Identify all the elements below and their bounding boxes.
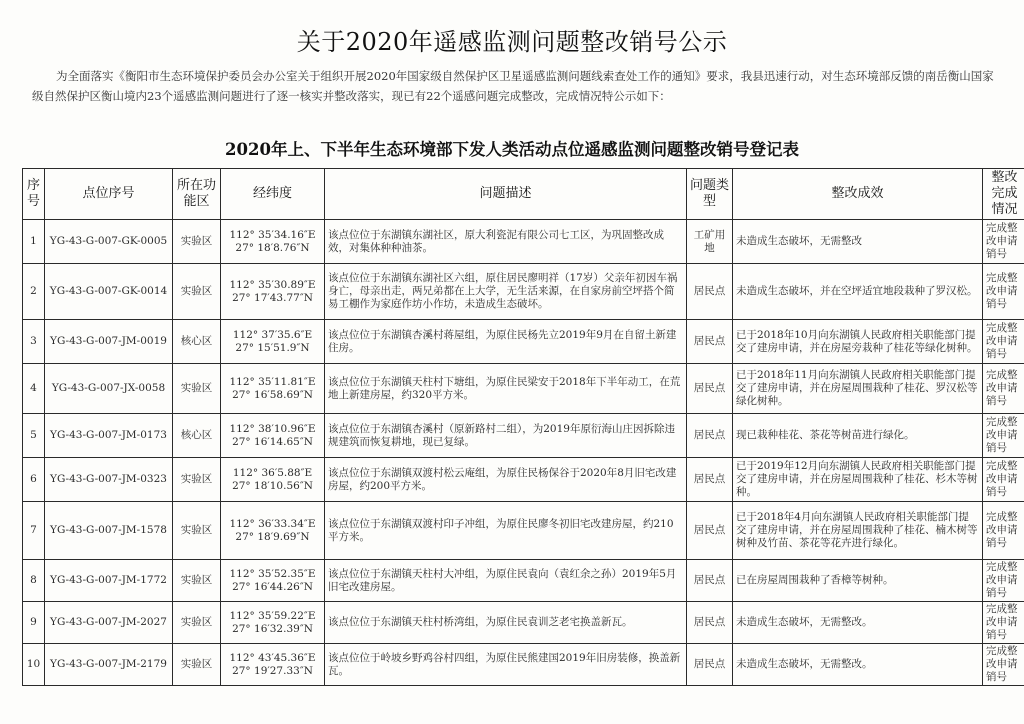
cell-point-id: YG-43-G-007-JM-1772 [45,560,173,602]
cell-coords: 112° 43′45.36″E 27° 19′27.33″N [221,644,325,686]
cell-seq: 9 [23,602,45,644]
table-row [23,414,1024,458]
cell-coords: 112° 35′11.81″E 27° 16′58.69″N [221,364,325,414]
cell-result: 已于2019年12月向东湖镇人民政府相关职能部门提交了建房申请，并在房屋周围栽种了桂花、杉木等树种。 [733,458,983,502]
cell-seq: 8 [23,560,45,602]
cell-result: 未造成生态破坏，并在空坪适宜地段栽种了罗汉松。 [733,264,983,320]
table-row [23,220,1024,264]
cell-status: 完成整改申请销号 [983,414,1024,458]
cell-seq: 6 [23,458,45,502]
header-seq: 序号 [23,169,45,220]
cell-type: 工矿用地 [687,220,733,264]
cell-zone: 核心区 [173,320,221,364]
header-coords: 经纬度 [221,169,325,220]
header-point-id: 点位序号 [45,169,173,220]
cell-zone: 实验区 [173,602,221,644]
cell-type: 居民点 [687,458,733,502]
cell-status: 完成整改申请销号 [983,364,1024,414]
cell-status: 完成整改申请销号 [983,458,1024,502]
cell-type: 居民点 [687,264,733,320]
table-row [23,364,1024,414]
cell-desc: 该点位位于岭坡乡野鸡谷村四组，为原住民熊建国2019年旧房装修，换盖新瓦。 [325,644,687,686]
cell-seq: 3 [23,320,45,364]
header-zone: 所在功能区 [173,169,221,220]
cell-zone: 实验区 [173,364,221,414]
cell-zone: 实验区 [173,264,221,320]
cell-seq: 2 [23,264,45,320]
cell-seq: 10 [23,644,45,686]
cell-desc: 该点位位于东湖镇天柱村桥湾组，为原住民袁训芝老宅换盖新瓦。 [325,602,687,644]
cell-result: 已于2018年10月向东湖镇人民政府相关职能部门提交了建房申请，并在房屋旁栽种了桂花等绿化树种。 [733,320,983,364]
cell-seq: 7 [23,502,45,560]
cell-zone: 实验区 [173,220,221,264]
cell-type: 居民点 [687,414,733,458]
cell-desc: 该点位位于东湖镇天柱村大冲组，为原住民袁向（袁红余之孙）2019年5月旧宅改建房屋。 [325,560,687,602]
cell-type: 居民点 [687,320,733,364]
cell-status: 完成整改申请销号 [983,220,1024,264]
table-row [23,458,1024,502]
cell-status: 完成整改申请销号 [983,644,1024,686]
cell-desc: 该点位位于东湖镇东湖社区六组，原住居民廖明祥（17岁）父亲年初因车祸身亡，母亲出走，两兄弟都在上大学，无生活来源，在自家房前空坪搭个简易工棚作为家庭作坊小作坊，未造成生态破坏。 [325,264,687,320]
cell-point-id: YG-43-G-007-GK-0005 [45,220,173,264]
cell-zone: 实验区 [173,458,221,502]
cell-result: 未造成生态破坏，无需整改 [733,220,983,264]
cell-status: 完成整改申请销号 [983,560,1024,602]
cell-status: 完成整改申请销号 [983,264,1024,320]
cell-type: 居民点 [687,502,733,560]
cell-coords: 112° 37′35.6″E 27° 15′51.9″N [221,320,325,364]
cell-coords: 112° 35′52.35″E 27° 16′44.26″N [221,560,325,602]
cell-type: 居民点 [687,560,733,602]
cell-desc: 该点位位于东湖镇双渡村松云庵组，为原住民杨保谷于2020年8月旧宅改建房屋，约200平方米。 [325,458,687,502]
table-row [23,264,1024,320]
cell-result: 已于2018年4月向东湖镇人民政府相关职能部门提交了建房申请，并在房屋周围栽种了桂花、楠木树等树种及竹苗、茶花等花卉进行绿化。 [733,502,983,560]
table-header-row [23,169,1024,220]
cell-status: 完成整改申请销号 [983,320,1024,364]
cell-seq: 4 [23,364,45,414]
cell-point-id: YG-43-G-007-GK-0014 [45,264,173,320]
header-type: 问题类型 [687,169,733,220]
cell-result: 已于2018年11月向东湖镇人民政府相关职能部门提交了建房申请，并在房屋周围栽种了桂花、罗汉松等绿化树种。 [733,364,983,414]
cell-point-id: YG-43-G-007-JM-0173 [45,414,173,458]
cell-zone: 实验区 [173,560,221,602]
header-status: 整改完成情况 [983,169,1024,220]
cell-result: 未造成生态破坏，无需整改。 [733,644,983,686]
cell-result: 未造成生态破坏，无需整改。 [733,602,983,644]
cell-seq: 1 [23,220,45,264]
table-row [23,320,1024,364]
cell-coords: 112° 35′30.89″E 27° 17′43.77″N [221,264,325,320]
cell-type: 居民点 [687,644,733,686]
table-row [23,560,1024,602]
cell-point-id: YG-43-G-007-JM-2027 [45,602,173,644]
cell-coords: 112° 38′10.96″E 27° 16′14.65″N [221,414,325,458]
cell-seq: 5 [23,414,45,458]
header-desc: 问题描述 [325,169,687,220]
table-row [23,602,1024,644]
cell-zone: 实验区 [173,502,221,560]
table-row [23,644,1024,686]
table-title: 2020年上、下半年生态环境部下发人类活动点位遥感监测问题整改销号登记表 [225,140,799,159]
cell-desc: 该点位位于东湖镇杏溪村蒋屋组，为原住民杨先立2019年9月在自留土新建住房。 [325,320,687,364]
cell-coords: 112° 35′34.16″E 27° 18′8.76″N [221,220,325,264]
cell-coords: 112° 36′33.34″E 27° 18′9.69″N [221,502,325,560]
cell-type: 居民点 [687,364,733,414]
cell-status: 完成整改申请销号 [983,602,1024,644]
cell-point-id: YG-43-G-007-JM-2179 [45,644,173,686]
table-row [23,502,1024,560]
intro-paragraph: 为全面落实《衡阳市生态环境保护委员会办公室关于组织开展2020年国家级自然保护区卫星遥感监测问题线索查处工作的通知》要求，我县迅速行动，对生态环境部反馈的南岳衡山国家级自然保护区衡山境内23个遥感监测问题进行了逐一核实并整改落实，现已有22个遥感问题完成整改，完成情况特公示如下： [32,69,994,103]
cell-coords: 112° 35′59.22″E 27° 16′32.39″N [221,602,325,644]
header-result: 整改成效 [733,169,983,220]
cell-point-id: YG-43-G-007-JM-1578 [45,502,173,560]
cell-point-id: YG-43-G-007-JM-0019 [45,320,173,364]
cell-result: 已在房屋周围栽种了香樟等树种。 [733,560,983,602]
cell-point-id: YG-43-G-007-JM-0323 [45,458,173,502]
cell-status: 完成整改申请销号 [983,502,1024,560]
cell-desc: 该点位位于东湖镇双渡村印子冲组，为原住民廖冬初旧宅改建房屋，约210平方米。 [325,502,687,560]
page-title: 关于2020年遥感监测问题整改销号公示 [296,28,728,56]
cell-desc: 该点位位于东湖镇东湖社区，原大利瓷泥有限公司七工区，为巩固整改成效，对集体种种油茶。 [325,220,687,264]
cell-desc: 该点位位于东湖镇天柱村下塘组，为原住民梁安于2018年下半年动工，在荒地上新建房屋，约320平方米。 [325,364,687,414]
cell-point-id: YG-43-G-007-JX-0058 [45,364,173,414]
cell-result: 现已栽种桂花、茶花等树苗进行绿化。 [733,414,983,458]
cell-desc: 该点位位于东湖镇杏溪村（原新路村二组），为2019年原衍海山庄因拆除违规建筑而恢复耕地，现已复绿。 [325,414,687,458]
cell-type: 居民点 [687,602,733,644]
cell-coords: 112° 36′5.88″E 27° 18′10.56″N [221,458,325,502]
cell-zone: 实验区 [173,644,221,686]
cell-zone: 核心区 [173,414,221,458]
registration-table [22,168,1024,686]
